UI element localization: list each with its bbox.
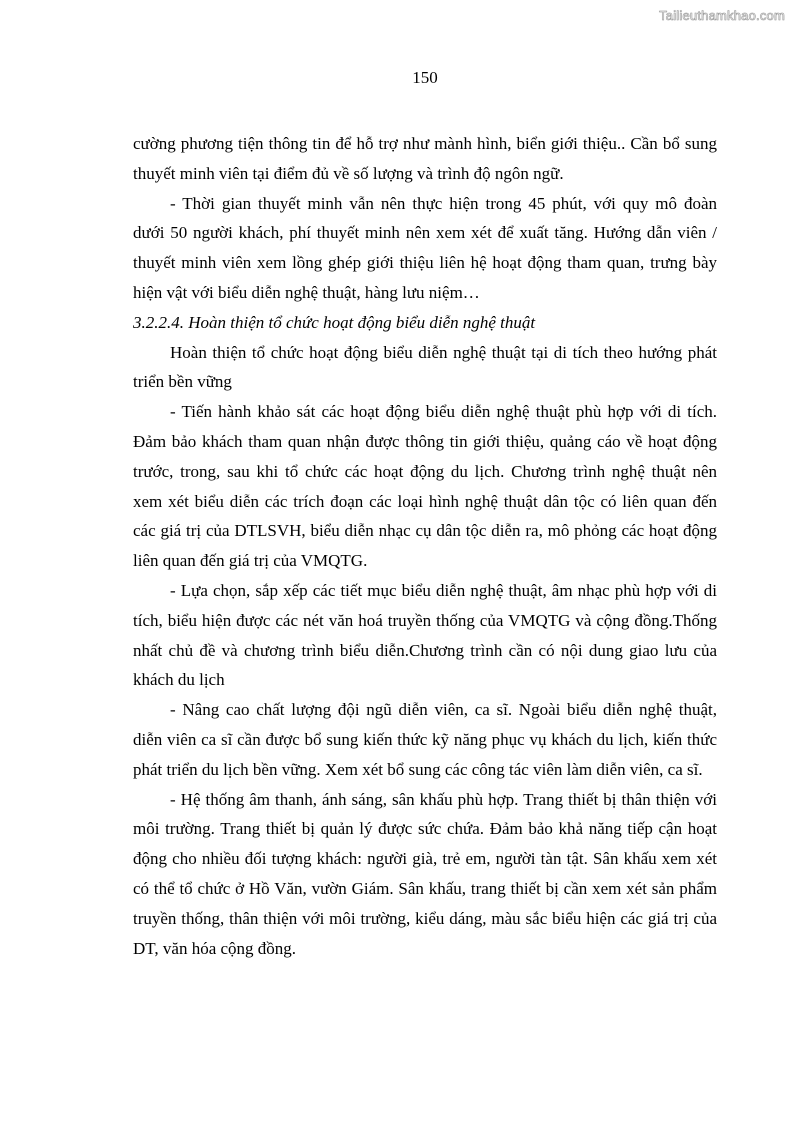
text-line: hiện vật với biểu diễn nghệ thuật, hàng lưu niệm… — [133, 282, 480, 302]
text-line: DT, văn hóa cộng đồng. — [133, 938, 297, 958]
text-line: - Lựa chọn, sắp xếp các tiết mục biểu diễn nghệ thuật, âm nhạc phù hợp với di — [170, 580, 717, 600]
section-heading: 3.2.2.4. Hoàn thiện tổ chức hoạt động biểu diễn nghệ thuật — [133, 312, 536, 332]
text-line: diễn viên ca sĩ cần được bổ sung kiến thức kỹ năng phục vụ khách du lịch, kiến thức — [133, 729, 717, 749]
text-line: các giá trị của DTLSVH, biểu diễn nhạc cụ dân tộc diễn ra, mô phỏng các hoạt động — [133, 521, 717, 541]
text-line: liên quan đến giá trị của VMQTG. — [133, 551, 368, 571]
text-line: - Nâng cao chất lượng đội ngũ diễn viên, ca sĩ. Ngoài biểu diễn nghệ thuật, — [170, 700, 717, 720]
text-line: khách du lịch — [133, 670, 225, 690]
text-line: xem xét biểu diễn các trích đoạn các loại hình nghệ thuật dân tộc có liên quan đến — [133, 491, 717, 511]
text-line: trước, trong, sau khi tổ chức các hoạt động du lịch. Chương trình nghệ thuật nên — [133, 461, 717, 481]
text-line: truyền thống, thân thiện với môi trường, kiểu dáng, màu sắc biểu hiện các giá trị của — [133, 908, 717, 928]
text-line: Hoàn thiện tổ chức hoạt động biểu diễn nghệ thuật tại di tích theo hướng phát — [170, 342, 717, 362]
text-line: có thể tổ chức ở Hồ Văn, vườn Giám. Sân khấu, trang thiết bị cần xem xét sản phẩm — [133, 878, 717, 898]
text-line: nhất chủ đề và chương trình biểu diễn.Chương trình cần có nội dung giao lưu của — [133, 640, 717, 660]
text-line: động cho nhiều đối tượng khách: người già, trẻ em, người tàn tật. Sân khấu xem xét — [133, 849, 717, 869]
watermark-text: Tailieuthamkhao.com — [659, 8, 785, 23]
text-line: tích, biểu hiện được các nét văn hoá truyền thống của VMQTG và cộng đồng.Thống — [133, 610, 717, 630]
text-line: - Hệ thống âm thanh, ánh sáng, sân khấu phù hợp. Trang thiết bị thân thiện với — [170, 789, 717, 809]
text-line: Đảm bảo khách tham quan nhận được thông tin giới thiệu, quảng cáo về hoạt động — [133, 431, 717, 451]
text-line: môi trường. Trang thiết bị quản lý được sức chứa. Đảm bảo khả năng tiếp cận hoạt — [133, 819, 717, 839]
text-line: thuyết minh viên tại điểm đủ về số lượng và trình độ ngôn ngữ. — [133, 163, 564, 183]
text-line: dưới 50 người khách, phí thuyết minh nên xem xét để xuất tăng. Hướng dẫn viên / — [133, 223, 717, 243]
text-line: - Tiến hành khảo sát các hoạt động biểu diễn nghệ thuật phù hợp với di tích. — [170, 402, 717, 422]
page-number: 150 — [412, 68, 438, 87]
text-line: - Thời gian thuyết minh vẫn nên thực hiện trong 45 phút, với quy mô đoàn — [170, 193, 717, 213]
text-line: phát triển du lịch bền vững. Xem xét bổ sung các công tác viên làm diễn viên, ca sĩ. — [133, 759, 703, 779]
text-line: cường phương tiện thông tin để hỗ trợ như mành hình, biển giới thiệu.. Cần bổ sung — [133, 134, 717, 153]
text-line: triển bền vững — [133, 372, 232, 392]
document-body — [133, 129, 717, 963]
text-line: thuyết minh viên xem lồng ghép giới thiệu liên hệ hoạt động tham quan, trưng bày — [133, 253, 717, 273]
